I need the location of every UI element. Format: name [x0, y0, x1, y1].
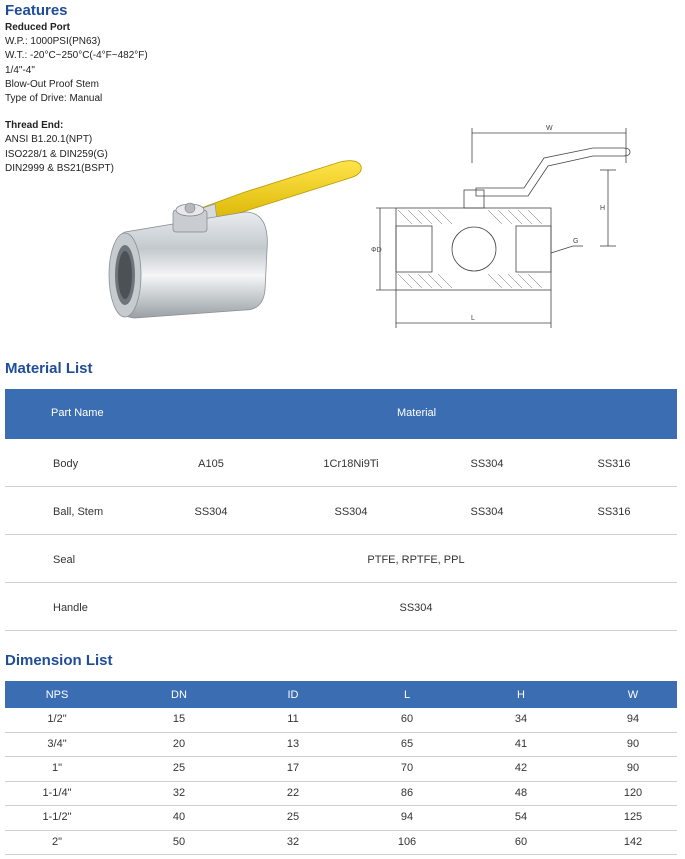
material-cell: SS304	[470, 506, 504, 518]
cell-w: 142	[623, 835, 643, 848]
table-row	[5, 757, 677, 782]
feature-line: Reduced Port	[5, 22, 71, 33]
cell-id: 17	[286, 762, 300, 774]
cell-h: 42	[514, 762, 528, 774]
cell-dn: 25	[172, 762, 186, 774]
header-w: W	[627, 689, 639, 701]
table-row	[5, 487, 677, 535]
dimension-list-title: Dimension List	[5, 652, 113, 669]
cell-h: 60	[514, 835, 528, 848]
thread-line: ISO228/1 & DIN259(G)	[5, 148, 108, 160]
part-name: Seal	[53, 554, 76, 566]
thread-line: DIN2999 & BS21(BSPT)	[5, 162, 114, 174]
cell-nps: 1"	[51, 762, 63, 774]
valve-cross-section-drawing	[368, 118, 638, 338]
part-name: Handle	[53, 602, 88, 614]
material-list-title: Material List	[5, 360, 93, 377]
cell-id: 13	[286, 737, 300, 750]
cell-w: 90	[626, 762, 640, 774]
header-dn: DN	[171, 689, 187, 701]
cell-l: 70	[400, 762, 414, 774]
cell-h: 54	[514, 811, 528, 823]
table-row	[5, 439, 677, 487]
cell-h: 34	[514, 713, 528, 725]
table-row	[5, 782, 677, 807]
cell-nps: 1-1/4"	[42, 786, 72, 799]
material-cell: SS316	[597, 458, 631, 470]
material-cell: SS304	[470, 458, 504, 470]
header-id: ID	[287, 689, 299, 701]
material-cell: A105	[198, 458, 224, 470]
d-label: ΦD	[371, 247, 382, 254]
cell-id: 32	[286, 835, 300, 848]
header-l: L	[403, 689, 411, 701]
table-row	[5, 733, 677, 758]
header-material: Material	[397, 407, 437, 419]
material-cell: SS316	[597, 506, 631, 518]
thread-end-title: Thread End:	[5, 120, 64, 132]
table-row	[5, 535, 677, 583]
header-h: H	[517, 689, 525, 701]
thread-line: ANSI B1.20.1(NPT)	[5, 134, 93, 146]
cell-h: 41	[514, 737, 528, 750]
cell-dn: 32	[172, 786, 186, 799]
table-row	[5, 583, 677, 631]
cell-nps: 2"	[51, 835, 63, 848]
dimension-table-header	[5, 681, 677, 708]
header-part-name: Part Name	[51, 407, 104, 419]
material-cell: SS304	[334, 506, 368, 518]
cell-l: 106	[397, 835, 417, 848]
table-row	[5, 806, 677, 831]
table-row	[5, 831, 677, 856]
features-title: Features	[5, 2, 68, 19]
material-table	[5, 389, 677, 631]
cell-nps: 1-1/2"	[42, 811, 72, 823]
cell-l: 94	[400, 811, 414, 823]
material-cell: 1Cr18Ni9Ti	[323, 458, 379, 470]
feature-line: W.T.: -20°C~250°C(-4°F~482°F)	[5, 50, 148, 62]
w-label: W	[546, 125, 553, 132]
cell-id: 25	[286, 811, 300, 823]
cell-l: 65	[400, 737, 414, 750]
part-name: Ball, Stem	[53, 506, 104, 518]
cell-w: 90	[626, 737, 640, 750]
feature-line: 1/4"-4"	[5, 64, 35, 76]
material-cell: PTFE, RPTFE, PPL	[367, 554, 465, 566]
material-cell: SS304	[194, 506, 228, 518]
material-cell: SS304	[399, 602, 433, 614]
cell-w: 125	[623, 811, 643, 823]
header-nps: NPS	[45, 689, 69, 701]
dimension-table	[5, 681, 677, 855]
part-name: Body	[53, 458, 79, 470]
cell-id: 11	[287, 713, 299, 725]
ball-valve-photo	[95, 150, 370, 325]
cell-w: 94	[626, 713, 640, 725]
table-row	[5, 708, 677, 733]
h-label: H	[600, 205, 606, 212]
l-label: L	[471, 315, 475, 322]
cell-dn: 15	[172, 713, 186, 725]
feature-line: Blow-Out Proof Stem	[5, 78, 99, 90]
cell-dn: 40	[172, 811, 186, 823]
cell-id: 22	[286, 786, 300, 799]
feature-line: W.P.: 1000PSI(PN63)	[5, 36, 101, 48]
cell-dn: 20	[172, 737, 186, 750]
feature-line: Type of Drive: Manual	[5, 93, 103, 105]
material-table-header	[5, 389, 677, 439]
cell-nps: 1/2"	[47, 713, 67, 725]
cell-nps: 3/4"	[47, 737, 67, 750]
cell-h: 48	[514, 786, 528, 799]
cell-w: 120	[623, 786, 643, 799]
cell-l: 86	[400, 786, 414, 799]
cell-l: 60	[400, 713, 414, 725]
cell-dn: 50	[172, 835, 186, 848]
g-label: G	[573, 238, 579, 245]
